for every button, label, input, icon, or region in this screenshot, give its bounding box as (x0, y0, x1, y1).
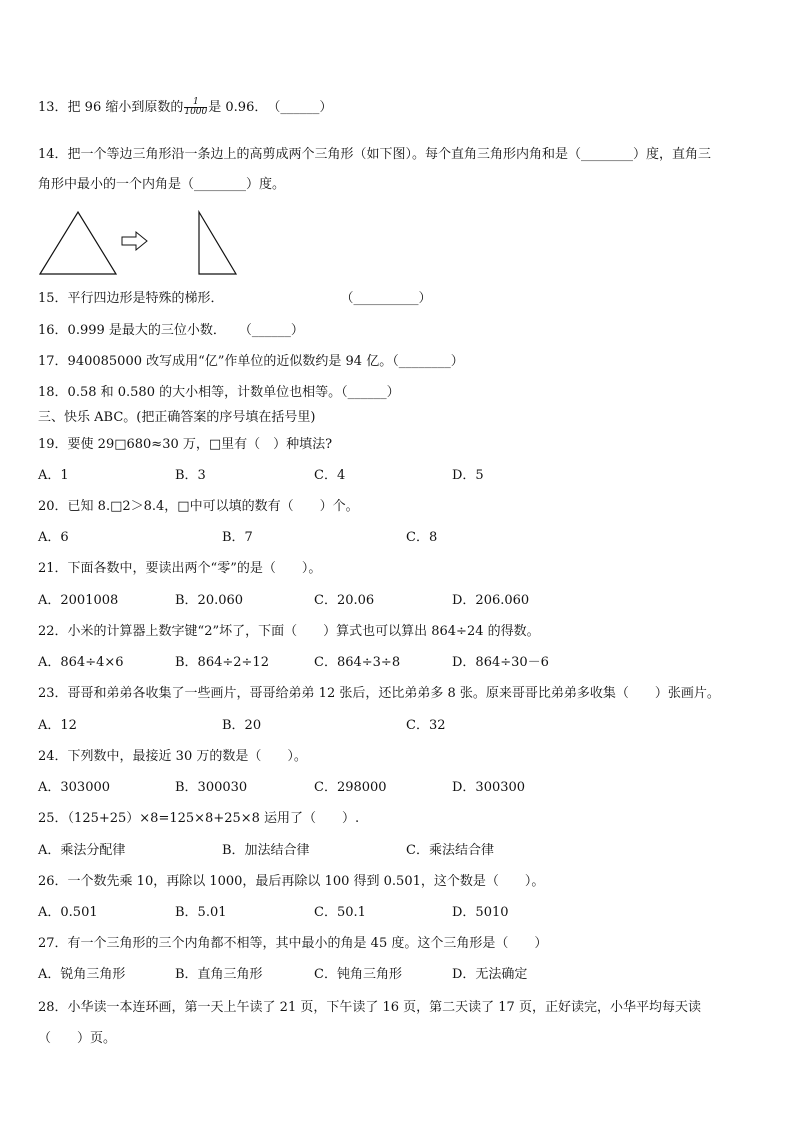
q26-option-c: C．50.1 (314, 905, 366, 920)
q21-option-a: A．2001008 (38, 593, 119, 608)
question-15: 15．平行四边形是特殊的梯形． （__________） (38, 291, 432, 306)
question-16: 16．0.999 是最大的三位小数． （______） (38, 323, 304, 338)
q25-option-c: C．乘法结合律 (406, 843, 494, 858)
question-14-line2: 角形中最小的一个内角是（________）度。 (38, 177, 286, 192)
q27-option-b: B．直角三角形 (175, 967, 263, 982)
triangle-figure (36, 208, 246, 278)
question-20: 20．已知 8.□2＞8.4，□中可以填的数有（ ）个。 (38, 499, 359, 514)
q22-option-a: A．864÷4×6 (38, 655, 124, 670)
q26-option-b: B．5.01 (175, 905, 227, 920)
question-19: 19．要使 29□680≈30 万，□里有（ ）种填法? (38, 437, 333, 452)
question-17: 17．940085000 改写成用“亿”作单位的近似数约是 94 亿。（________） (38, 354, 464, 369)
q23-option-c: C．32 (406, 718, 446, 733)
q19-option-a: A．1 (38, 468, 69, 483)
q24-option-d: D．300300 (452, 780, 526, 795)
q23-option-b: B．20 (222, 718, 262, 733)
q22-option-d: D．864÷30－6 (452, 655, 549, 670)
q27-option-d: D．无法确定 (452, 967, 528, 982)
q21-option-c: C．20.06 (314, 593, 375, 608)
q26-option-d: D．5010 (452, 905, 509, 920)
question-18: 18．0.58 和 0.580 的大小相等，计数单位也相等。（______） (38, 385, 400, 400)
right-arrow-icon (122, 232, 147, 250)
question-21: 21．下面各数中，要读出两个“零”的是（ ）。 (38, 561, 322, 576)
question-13 (38, 98, 332, 117)
q24-option-b: B．300030 (175, 780, 248, 795)
q19-option-d: D．5 (452, 468, 484, 483)
question-24: 24．下列数中，最接近 30 万的数是（ ）。 (38, 749, 307, 764)
question-26: 26．一个数先乘 10，再除以 1000，最后再除以 100 得到 0.501，这个数是（ ）。 (38, 874, 545, 889)
question-28-line2: （ ）页。 (38, 1031, 117, 1046)
q27-option-c: C．钝角三角形 (314, 967, 402, 982)
q13-fraction: $\frac{1}{1000}$ (184, 97, 208, 117)
section-3-heading: 三、快乐 ABC。(把正确答案的序号填在括号里) (38, 410, 316, 425)
q13-text-post: 是 0.96． （______） (208, 100, 333, 115)
q26-option-a: A．0.501 (38, 905, 98, 920)
question-14-line1: 14．把一个等边三角形沿一条边上的高剪成两个三角形（如下图）。每个直角三角形内角和是（________）度，直角三 (38, 147, 712, 162)
q24-option-c: C．298000 (314, 780, 387, 795)
q20-option-a: A．6 (38, 530, 69, 545)
q25-option-b: B．加法结合律 (222, 843, 310, 858)
q23-option-a: A．12 (38, 718, 77, 733)
question-27: 27．有一个三角形的三个内角都不相等，其中最小的角是 45 度。这个三角形是（ ） (38, 936, 548, 951)
question-22: 22．小米的计算器上数字键“2”坏了，下面（ ）算式也可以算出 864÷24 的得数。 (38, 624, 540, 639)
q19-option-c: C．4 (314, 468, 346, 483)
question-28-line1: 28．小华读一本连环画，第一天上午读了 21 页，下午读了 16 页，第二天读了 17 页，正好读完，小华平均每天读 (38, 1000, 701, 1015)
q21-option-d: D．206.060 (452, 593, 530, 608)
equilateral-triangle (40, 212, 116, 274)
q20-option-b: B．7 (222, 530, 253, 545)
q21-option-b: B．20.060 (175, 593, 244, 608)
right-triangle (199, 212, 236, 274)
q22-option-b: B．864÷2÷12 (175, 655, 269, 670)
q25-option-a: A．乘法分配律 (38, 843, 126, 858)
q24-option-a: A．303000 (38, 780, 111, 795)
q22-option-c: C．864÷3÷8 (314, 655, 401, 670)
question-25: 25．（125+25）×8=125×8+25×8 运用了（ ）. (38, 811, 360, 826)
q13-text-pre: 13．把 96 缩小到原数的 (38, 100, 184, 115)
question-23: 23．哥哥和弟弟各收集了一些画片，哥哥给弟弟 12 张后，还比弟弟多 8 张。原来哥哥比弟弟多收集（ ）张画片。 (38, 686, 720, 701)
q19-option-b: B．3 (175, 468, 206, 483)
q27-option-a: A．锐角三角形 (38, 967, 126, 982)
q20-option-c: C．8 (406, 530, 438, 545)
